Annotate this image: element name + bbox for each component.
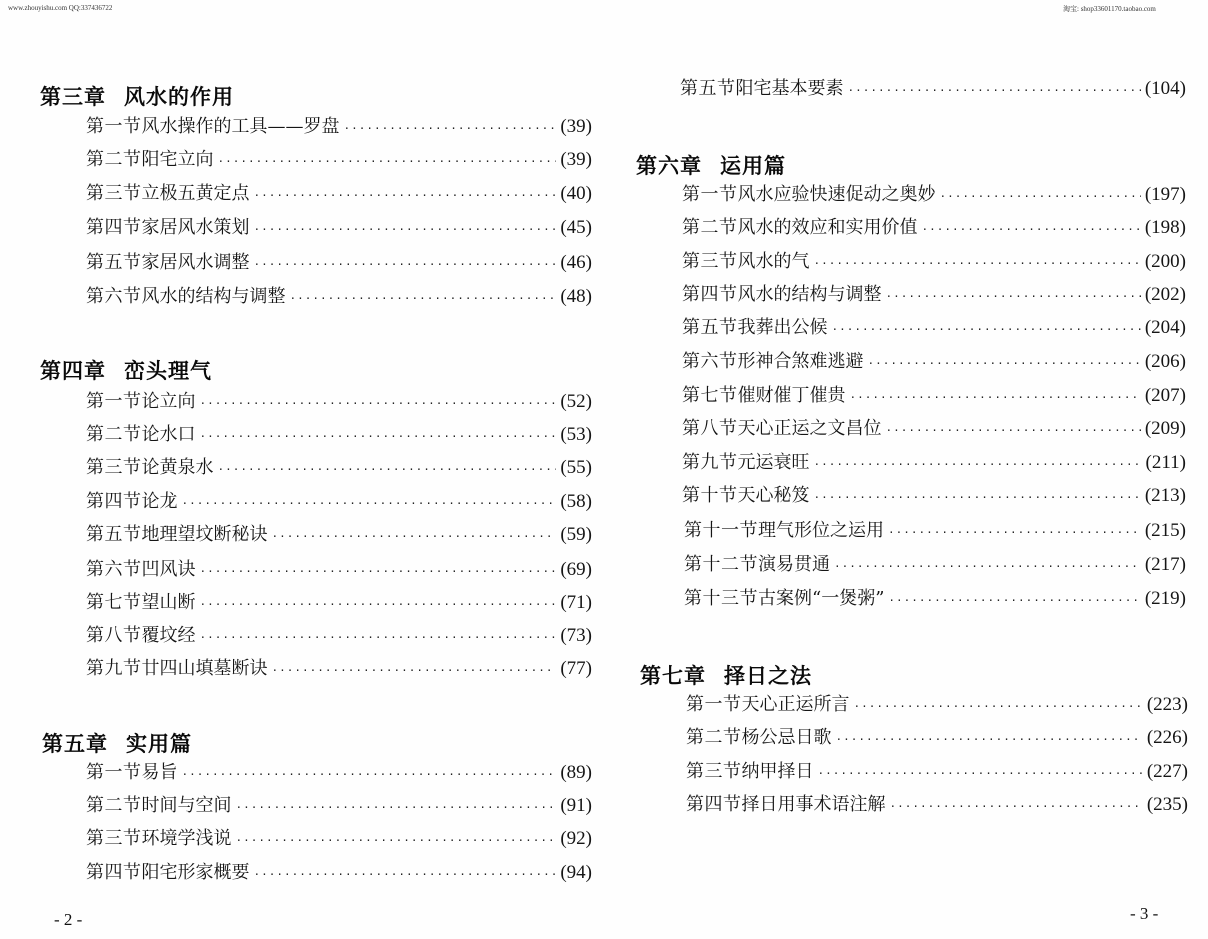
section-title: 家居风水策划	[141, 217, 250, 238]
section-title: 天心秘笈	[737, 485, 810, 506]
dot-leader	[850, 385, 1141, 411]
section-number: 第七节	[86, 592, 142, 613]
section-number: 第九节	[682, 452, 738, 473]
toc-entry[interactable]	[86, 793, 592, 819]
chapter-name: 择日之法	[724, 664, 812, 688]
toc-entry[interactable]	[682, 450, 1186, 476]
page-number: (92)	[560, 828, 592, 849]
section-title: 古案例“一煲粥”	[758, 588, 885, 609]
page-number: (219)	[1144, 588, 1186, 609]
page-number: (69)	[560, 559, 592, 580]
section-number: 第三节	[686, 761, 742, 782]
page-number: (91)	[560, 795, 592, 816]
page-number: (94)	[560, 862, 592, 883]
right-page-number: - 3 -	[1130, 904, 1159, 923]
section-title: 风水的效应和实用价值	[737, 217, 918, 238]
section-number: 第六节	[86, 559, 142, 580]
page-number: (206)	[1144, 351, 1186, 372]
page-number: (202)	[1144, 284, 1186, 305]
dot-leader	[834, 554, 1141, 580]
page-number: (52)	[560, 391, 592, 412]
section-title: 论立向	[141, 391, 196, 412]
section-number: 第五节	[682, 317, 738, 338]
section-number: 第六节	[86, 286, 142, 307]
section-number: 第十三节	[684, 588, 758, 609]
page-number: (55)	[560, 457, 592, 478]
section-number: 第九节	[86, 658, 142, 679]
section-title: 阳宅形家概要	[141, 862, 250, 883]
page-number: (200)	[1144, 251, 1186, 272]
chapter-number: 第六章	[636, 154, 702, 178]
dot-leader	[254, 217, 557, 243]
section-title: 择日用事术语注解	[741, 794, 886, 815]
page-number: (77)	[560, 658, 592, 679]
toc-entry[interactable]	[682, 383, 1186, 409]
dot-leader	[218, 149, 557, 175]
chapter-name: 运用篇	[720, 154, 786, 178]
toc-entry[interactable]	[86, 389, 592, 415]
section-number: 第三节	[682, 251, 738, 272]
page-number: (207)	[1144, 385, 1186, 406]
chapter-number: 第四章	[40, 359, 106, 383]
dot-leader	[236, 795, 557, 821]
toc-entry[interactable]	[684, 586, 1186, 612]
page-number: (104)	[1144, 78, 1186, 99]
dot-leader	[236, 828, 557, 854]
chapter-number: 第七章	[640, 664, 706, 688]
toc-entry[interactable]	[682, 349, 1186, 375]
dot-leader	[814, 251, 1141, 277]
section-number: 第二节	[86, 149, 142, 170]
toc-entry[interactable]	[86, 860, 592, 886]
dot-leader	[818, 761, 1143, 787]
page-number: (46)	[560, 252, 592, 273]
dot-leader	[940, 184, 1141, 210]
section-title: 催财催丁催贵	[737, 385, 846, 406]
dot-leader	[254, 183, 557, 209]
section-number: 第三节	[86, 183, 142, 204]
dot-leader	[890, 794, 1143, 820]
toc-entry[interactable]	[682, 483, 1186, 509]
section-number: 第二节	[682, 217, 738, 238]
chapter-number: 第三章	[40, 85, 106, 109]
section-number: 第十二节	[684, 554, 758, 575]
section-title: 易旨	[141, 762, 178, 783]
dot-leader	[254, 862, 557, 888]
page-number: (48)	[560, 286, 592, 307]
toc-entry[interactable]	[682, 249, 1186, 275]
page-number: (235)	[1146, 794, 1188, 815]
section-title: 演易贯通	[758, 554, 830, 575]
section-title: 凹风诀	[141, 559, 196, 580]
page-number: (197)	[1144, 184, 1186, 205]
toc-entry[interactable]	[680, 76, 1186, 102]
section-number: 第三节	[86, 457, 142, 478]
toc-entry[interactable]	[686, 692, 1188, 718]
toc-entry[interactable]	[86, 422, 592, 448]
section-title: 论黄泉水	[141, 457, 214, 478]
left-page-number: - 2 -	[54, 910, 83, 929]
section-number: 第四节	[682, 284, 738, 305]
dot-leader	[814, 485, 1141, 511]
page-number: (217)	[1144, 554, 1186, 575]
dot-leader	[200, 424, 557, 450]
page-number: (71)	[560, 592, 592, 613]
section-number: 第五节	[86, 252, 142, 273]
section-number: 第五节	[86, 524, 142, 545]
toc-entry[interactable]	[86, 489, 592, 515]
page-number: (73)	[560, 625, 592, 646]
section-number: 第三节	[86, 828, 142, 849]
section-title: 望山断	[141, 592, 196, 613]
page-number: (58)	[560, 491, 592, 512]
section-title: 杨公忌日歌	[741, 727, 832, 748]
dot-leader	[854, 694, 1143, 720]
chapter-name: 风水的作用	[124, 85, 234, 109]
dot-leader	[182, 491, 557, 517]
dot-leader	[832, 317, 1141, 343]
toc-entry[interactable]	[686, 759, 1188, 785]
page-number: (89)	[560, 762, 592, 783]
dot-leader	[836, 727, 1143, 753]
toc-entry[interactable]	[86, 590, 592, 616]
section-number: 第一节	[86, 762, 142, 783]
chapter-title	[640, 660, 812, 690]
toc-entry[interactable]	[682, 182, 1186, 208]
toc-entry[interactable]	[86, 826, 592, 852]
section-number: 第一节	[686, 694, 742, 715]
dot-leader	[254, 252, 557, 278]
chapter-title	[40, 81, 234, 111]
section-title: 立极五黄定点	[141, 183, 250, 204]
dot-leader	[922, 217, 1141, 243]
section-title: 天心正运之文昌位	[737, 418, 882, 439]
section-number: 第一节	[682, 184, 738, 205]
section-title: 我葬出公候	[737, 317, 828, 338]
dot-leader	[200, 592, 557, 618]
section-title: 时间与空间	[141, 795, 232, 816]
toc-entry[interactable]	[682, 416, 1186, 442]
page-number: (211)	[1145, 452, 1186, 473]
section-title: 环境学浅说	[141, 828, 232, 849]
toc-entry[interactable]	[684, 552, 1186, 578]
section-title: 风水的结构与调整	[141, 286, 286, 307]
page-number: (40)	[560, 183, 592, 204]
section-title: 天心正运所言	[741, 694, 850, 715]
dot-leader	[200, 625, 557, 651]
page-number: (53)	[560, 424, 592, 445]
section-number: 第二节	[686, 727, 742, 748]
section-number: 第一节	[86, 116, 142, 137]
toc-entry[interactable]	[86, 114, 592, 140]
section-title: 家居风水调整	[141, 252, 250, 273]
toc-entry[interactable]	[86, 455, 592, 481]
section-title: 风水的气	[737, 251, 810, 272]
section-title: 风水操作的工具——罗盘	[141, 116, 340, 137]
dot-leader	[848, 78, 1141, 104]
toc-entry[interactable]	[86, 760, 592, 786]
section-number: 第四节	[86, 862, 142, 883]
page-number: (209)	[1144, 418, 1186, 439]
dot-leader	[886, 284, 1141, 310]
section-number: 第八节	[682, 418, 738, 439]
page-number: (39)	[560, 116, 592, 137]
dot-leader	[814, 452, 1142, 478]
toc-entry[interactable]	[86, 623, 592, 649]
toc-entry[interactable]	[686, 725, 1188, 751]
dot-leader	[272, 658, 557, 684]
chapter-name: 峦头理气	[124, 359, 212, 383]
page-number: (45)	[560, 217, 592, 238]
section-number: 第二节	[86, 795, 142, 816]
section-number: 第一节	[86, 391, 142, 412]
section-title: 风水的结构与调整	[737, 284, 882, 305]
toc-entry[interactable]	[682, 315, 1186, 341]
dot-leader	[888, 588, 1140, 614]
section-title: 纳甲择日	[741, 761, 814, 782]
chapter-title	[636, 150, 786, 180]
section-title: 地理望坟断秘诀	[141, 524, 268, 545]
chapter-number: 第五章	[42, 732, 108, 756]
dot-leader	[182, 762, 557, 788]
section-number: 第六节	[682, 351, 738, 372]
toc-entry[interactable]	[86, 250, 592, 276]
chapter-title	[42, 728, 192, 758]
page-number: (39)	[560, 149, 592, 170]
toc-entry[interactable]	[682, 215, 1186, 241]
page-number: (204)	[1144, 317, 1186, 338]
section-title: 论水口	[141, 424, 196, 445]
toc-entry[interactable]	[86, 656, 592, 682]
page-number: (59)	[560, 524, 592, 545]
section-number: 第十节	[682, 485, 738, 506]
dot-leader	[290, 286, 557, 312]
section-number: 第四节	[86, 217, 142, 238]
page-number: (227)	[1146, 761, 1188, 782]
toc-entry[interactable]	[86, 147, 592, 173]
page-number: (213)	[1144, 485, 1186, 506]
dot-leader	[886, 418, 1141, 444]
section-title: 理气形位之运用	[758, 520, 884, 541]
toc-entry[interactable]	[682, 282, 1186, 308]
section-title: 论龙	[141, 491, 178, 512]
section-number: 第八节	[86, 625, 142, 646]
section-title: 廿四山填墓断诀	[141, 658, 268, 679]
dot-leader	[200, 559, 557, 585]
dot-leader	[888, 520, 1141, 546]
toc-entry[interactable]	[86, 215, 592, 241]
toc-entry[interactable]	[684, 518, 1186, 544]
toc-entry[interactable]	[686, 792, 1188, 818]
section-title: 形神合煞难逃避	[737, 351, 864, 372]
dot-leader	[272, 524, 557, 550]
section-title: 阳宅立向	[141, 149, 214, 170]
section-number: 第十一节	[684, 520, 758, 541]
toc-entry[interactable]	[86, 557, 592, 583]
page-number: (223)	[1146, 694, 1188, 715]
page-number: (215)	[1144, 520, 1186, 541]
dot-leader	[218, 457, 557, 483]
section-number: 第二节	[86, 424, 142, 445]
section-number: 第四节	[686, 794, 742, 815]
page-number: (226)	[1146, 727, 1188, 748]
toc-entry[interactable]	[86, 522, 592, 548]
section-title: 阳宅基本要素	[735, 78, 844, 99]
dot-leader	[868, 351, 1141, 377]
page-number: (198)	[1144, 217, 1186, 238]
section-number: 第四节	[86, 491, 142, 512]
chapter-name: 实用篇	[126, 732, 192, 756]
section-title: 风水应验快速促动之奥妙	[737, 184, 936, 205]
dot-leader	[344, 116, 557, 142]
toc-entry[interactable]	[86, 181, 592, 207]
section-number: 第七节	[682, 385, 738, 406]
section-title: 元运衰旺	[737, 452, 810, 473]
toc-entry[interactable]	[86, 284, 592, 310]
section-number: 第五节	[680, 78, 736, 99]
section-title: 覆坟经	[141, 625, 196, 646]
left-watermark: www.zhouyishu.com QQ:337436722	[8, 4, 113, 12]
dot-leader	[200, 391, 557, 417]
right-watermark: 淘宝: shop33601170.taobao.com	[1063, 5, 1156, 13]
chapter-title	[40, 355, 212, 385]
